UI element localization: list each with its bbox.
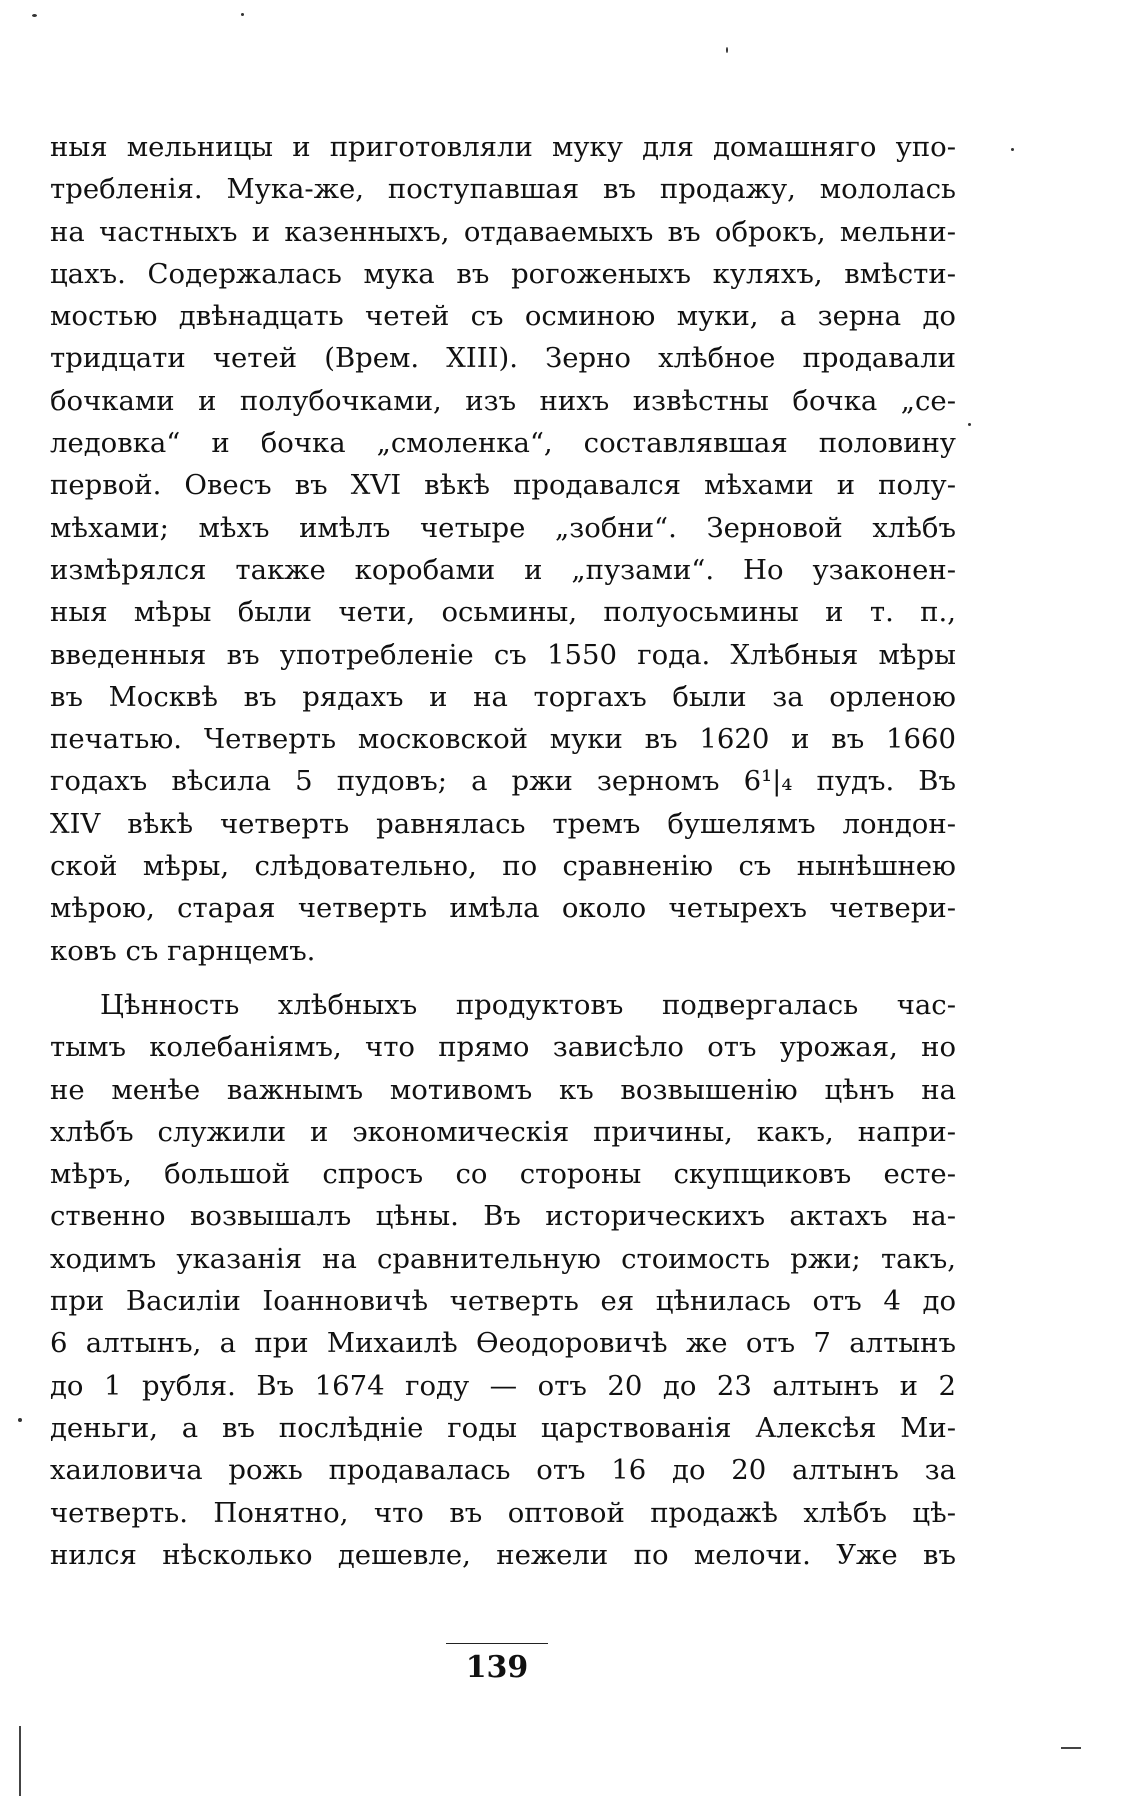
paragraph-1 — [50, 126, 956, 972]
text-line: нился нѣсколько дешевле, нежели по мелочи. Уже въ — [50, 1538, 956, 1571]
footer-rule — [446, 1643, 548, 1644]
text-line: до 1 рубля. Въ 1674 году — отъ 20 до 23 алтынъ и 2 — [50, 1369, 956, 1402]
text-line: при Василіи Іоанновичѣ четверть ея цѣнилась отъ 4 до — [50, 1285, 956, 1318]
text-line: на частныхъ и казенныхъ, отдаваемыхъ въ оброкъ, мельни- — [50, 215, 956, 248]
text-line: мѣръ, большой спросъ со стороны скупщиковъ есте- — [50, 1158, 956, 1191]
paragraph-gap — [50, 972, 956, 984]
text-line: ледовка“ и бочка „смоленка“, составлявшая половину — [50, 427, 956, 460]
text-line: введенныя въ употребленіе съ 1550 года. Хлѣбныя мѣры — [50, 638, 956, 671]
text-line: въ Москвѣ въ рядахъ и на торгахъ были за орленою — [50, 680, 956, 713]
text-line: не менѣе важнымъ мотивомъ къ возвышенію цѣнъ на — [50, 1073, 956, 1106]
text-line: печатью. Четверть московской муки въ 1620 и въ 1660 — [50, 723, 956, 756]
text-line: XIV вѣкѣ четверть равнялась тремъ бушелямъ лондон- — [50, 807, 956, 840]
text-line: ковъ съ гарнцемъ. — [50, 934, 316, 967]
text-line: мѣрою, старая четверть имѣла около четырехъ четвери- — [50, 892, 956, 925]
text-line: деньги, а въ послѣдніе годы царствованія Алексѣя Ми- — [50, 1411, 956, 1444]
scan-edge-mark — [1061, 1747, 1081, 1749]
text-line: ныя мельницы и приготовляли муку для домашняго упо- — [50, 131, 956, 163]
body-text — [50, 126, 956, 1576]
text-line: тридцати четей (Врем. XIII). Зерно хлѣбное продавали — [50, 342, 956, 375]
text-line: хлѣбъ служили и экономическія причины, какъ, напри- — [50, 1115, 956, 1148]
text-line: 6 алтынъ, а при Михаилѣ Ѳеодоровичѣ же отъ 7 алтынъ — [50, 1327, 956, 1360]
scan-speck — [968, 423, 971, 426]
text-line: ственно возвышалъ цѣны. Въ историческихъ актахъ на- — [50, 1200, 956, 1233]
text-line: мостью двѣнадцать четей съ осминою муки, а зерна до — [50, 300, 956, 333]
scan-edge-mark — [19, 1726, 21, 1796]
text-line: мѣхами; мѣхъ имѣлъ четыре „зобни“. Зерновой хлѣбъ — [50, 511, 956, 544]
scan-speck — [1011, 148, 1014, 151]
text-line: цахъ. Содержалась мука въ рогоженыхъ куляхъ, вмѣсти- — [50, 257, 956, 290]
text-line: годахъ вѣсила 5 пудовъ; а ржи зерномъ 6¹|₄ пудъ. Въ — [50, 765, 956, 798]
text-line: измѣрялся также коробами и „пузами“. Но узаконен- — [50, 553, 956, 586]
text-line: бочками и полубочками, изъ нихъ извѣстны бочка „се- — [50, 384, 956, 417]
text-line: хаиловича рожь продавалась отъ 16 до 20 алтынъ за — [50, 1454, 956, 1487]
text-line: ской мѣры, слѣдовательно, по сравненію съ нынѣшнею — [50, 850, 956, 883]
page-number: 139 — [465, 1650, 529, 1685]
text-line: ходимъ указанія на сравнительную стоимость ржи; такъ, — [50, 1242, 956, 1275]
text-line: тымъ колебаніямъ, что прямо зависѣло отъ урожая, но — [50, 1031, 956, 1064]
text-line: ныя мѣры были чети, осьмины, полуосьмины и т. п., — [50, 596, 956, 629]
paragraph-2 — [50, 984, 956, 1576]
scan-speck — [726, 47, 728, 53]
text-line: первой. Овесъ въ XVI вѣкѣ продавался мѣхами и полу- — [50, 469, 956, 502]
text-line: Цѣнность хлѣбныхъ продуктовъ подвергалась час- — [100, 988, 956, 1021]
scan-speck — [241, 13, 244, 16]
text-line: четверть. Понятно, что въ оптовой продажѣ хлѣбъ цѣ- — [50, 1496, 956, 1529]
scan-speck — [18, 1418, 22, 1422]
scan-speck — [32, 14, 37, 17]
text-line: требленія. Мука-же, поступавшая въ продажу, мололась — [50, 173, 956, 206]
